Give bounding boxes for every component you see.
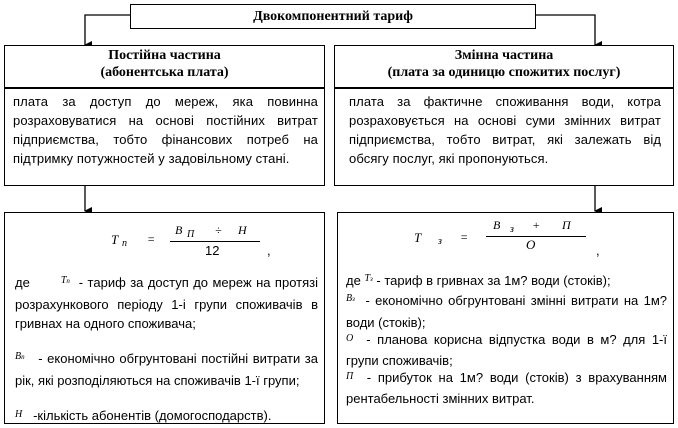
right-formula-num-b: В bbox=[493, 218, 501, 232]
left-description-box bbox=[4, 88, 325, 186]
right-def-3 bbox=[346, 330, 667, 370]
left-def-1-prefix: де bbox=[15, 275, 30, 290]
left-def-1 bbox=[15, 273, 318, 333]
left-def-2-text: - економічно обгрунтовані постійні витрати за рік, які розподіляються на споживачів 1-ї групи; bbox=[15, 351, 318, 388]
left-heading-line2: (абонентська плата) bbox=[100, 65, 229, 80]
right-def-4-sym: П bbox=[346, 371, 354, 382]
right-def-1-text: - тариф в гривнах за 1м? води (стоків); bbox=[376, 273, 611, 288]
right-formula-eq: = bbox=[460, 230, 469, 244]
right-description: плата за фактичне споживання води, котра розраховується на основі суми змінних витрат підприємства, тобто витрат, які залежать від обсягу послуг, які пропонуються. bbox=[349, 94, 661, 166]
left-formula-fraction-bar bbox=[170, 241, 260, 242]
right-formula-num-op: + bbox=[532, 218, 541, 232]
left-formula-num-op: ÷ bbox=[215, 223, 222, 237]
left-heading-line1: Постійна частина bbox=[108, 48, 221, 63]
arrow-title-to-right bbox=[536, 15, 595, 45]
left-def-3-sym: Н bbox=[15, 409, 23, 420]
arrow-title-to-left bbox=[85, 15, 130, 45]
right-heading-line2: (плата за одиницю спожитих послуг) bbox=[387, 65, 621, 80]
right-def-3-sym: О bbox=[346, 333, 354, 344]
left-formula-num-b: В bbox=[175, 223, 183, 237]
right-def-1 bbox=[346, 271, 667, 293]
right-formula-num-b-sub: з bbox=[510, 224, 514, 235]
right-formula-comma: , bbox=[596, 243, 600, 258]
right-def-2-text: - економічно обгрунтовані змінні витрати на 1м? води (стоків); bbox=[346, 293, 667, 330]
left-heading-box bbox=[4, 45, 325, 88]
left-def-3 bbox=[15, 406, 318, 427]
right-def-1-sym: Тз bbox=[364, 273, 373, 284]
left-formula-comma: , bbox=[267, 243, 271, 258]
left-def-3-text: -кількість абонентів (домогосподарств). bbox=[33, 408, 272, 423]
right-heading-box bbox=[334, 45, 674, 88]
right-formula-fraction-bar bbox=[486, 236, 586, 237]
right-heading-line1: Змінна частина bbox=[454, 48, 554, 63]
right-def-2-sym: Вз bbox=[346, 293, 355, 304]
right-description-box bbox=[334, 88, 674, 186]
left-formula-eq: = bbox=[147, 232, 156, 246]
right-def-3-text: - планова корисна відпустка води в м? для 1-ї групи споживачів; bbox=[346, 332, 667, 368]
left-formula-box bbox=[4, 212, 325, 424]
right-formula-denominator: О bbox=[526, 237, 536, 252]
title-box bbox=[130, 4, 536, 29]
left-def-1-sym: Тп bbox=[60, 275, 70, 286]
right-def-4-text: - прибуток на 1м? води (стоків) з врахуванням рентабельності змінних витрат. bbox=[346, 370, 667, 406]
left-formula-num-h: Н bbox=[238, 223, 247, 237]
left-description: плата за доступ до мереж, яка повинна розраховуватися на основі постійних витрат підприємства, тобто фінансових потреб на підтримку потужностей у задовільному стані. bbox=[13, 94, 318, 166]
right-formula-lhs-sub: з bbox=[438, 236, 442, 247]
right-def-4 bbox=[346, 368, 667, 408]
left-def-1-text: - тариф за доступ до мереж на протязі розрахункового періоду 1-і групи споживачів в гривнах на одного споживача; bbox=[15, 275, 318, 331]
right-def-2 bbox=[346, 291, 667, 332]
title: Двокомпонентний тариф bbox=[253, 9, 413, 24]
right-formula-box bbox=[337, 212, 674, 424]
left-formula-denominator: 12 bbox=[205, 243, 220, 258]
left-formula-num-b-sub: П bbox=[187, 229, 195, 240]
right-formula-lhs: Т bbox=[414, 230, 422, 245]
left-formula-lhs: Т bbox=[111, 232, 119, 247]
left-formula-lhs-sub: п bbox=[122, 238, 127, 249]
left-def-2-sym: Вп bbox=[15, 351, 25, 362]
right-def-1-prefix: де bbox=[346, 273, 361, 288]
left-def-2 bbox=[15, 349, 318, 390]
right-formula-num-p: П bbox=[562, 218, 571, 232]
